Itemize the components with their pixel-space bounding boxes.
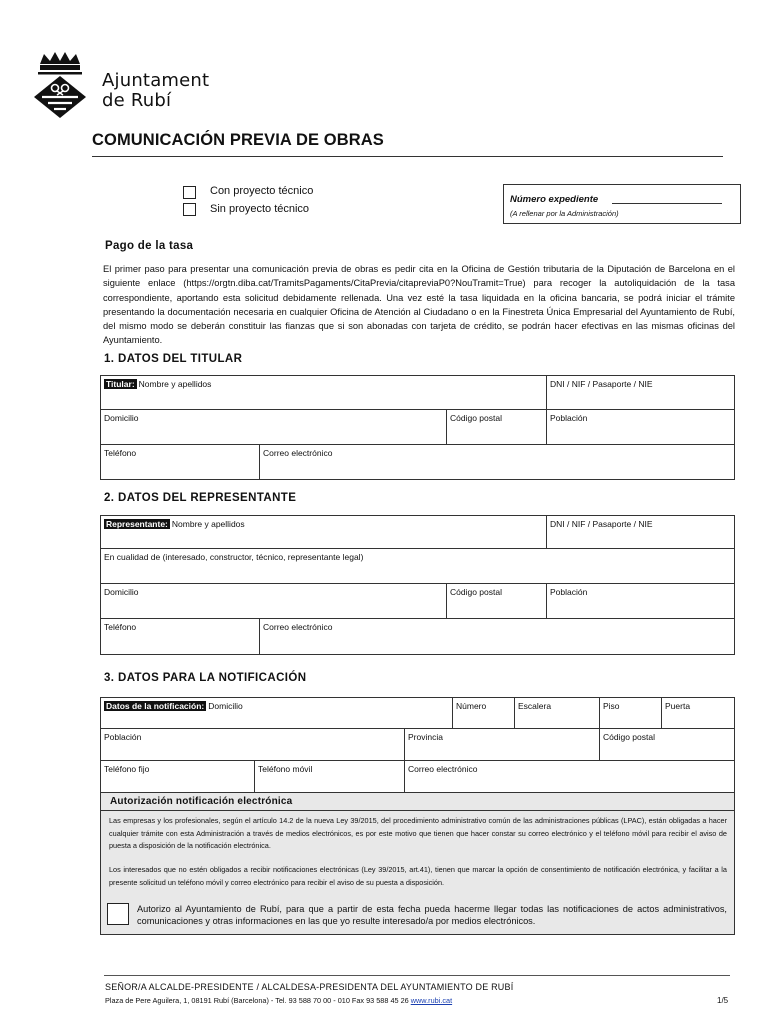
representante-cualidad-field[interactable] bbox=[100, 548, 735, 584]
representante-cp-field[interactable] bbox=[446, 583, 547, 619]
representante-dni-field[interactable] bbox=[546, 515, 735, 549]
title-divider bbox=[92, 156, 723, 157]
org-name-line2: de Rubí bbox=[102, 90, 172, 111]
section-representante-heading: 2. DATOS DEL REPRESENTANTE bbox=[104, 492, 297, 504]
notif-piso-field[interactable] bbox=[599, 697, 662, 729]
expediente-label: Número expediente bbox=[510, 194, 599, 205]
titular-poblacion-label: Población bbox=[550, 413, 588, 423]
autorizacion-divider bbox=[101, 810, 734, 811]
notif-tel-movil-field[interactable] bbox=[254, 760, 405, 793]
titular-dni-label: DNI / NIF / Pasaporte / NIE bbox=[550, 379, 653, 389]
sin-proyecto-checkbox[interactable] bbox=[183, 203, 196, 216]
representante-nombre-label: Nombre y apellidos bbox=[171, 519, 245, 529]
autorizacion-box bbox=[100, 792, 735, 935]
representante-nombre-field[interactable] bbox=[100, 515, 547, 549]
titular-dni-field[interactable] bbox=[546, 375, 735, 410]
notif-puerta-field[interactable] bbox=[661, 697, 735, 729]
section-titular-heading: 1. DATOS DEL TITULAR bbox=[104, 353, 243, 365]
titular-correo-label: Correo electrónico bbox=[263, 448, 333, 458]
notif-escalera-label: Escalera bbox=[518, 701, 552, 711]
footer-website-link[interactable]: www.rubi.cat bbox=[410, 996, 453, 1005]
representante-correo-label: Correo electrónico bbox=[263, 622, 333, 632]
representante-telefono-field[interactable] bbox=[100, 618, 260, 655]
representante-correo-field[interactable] bbox=[259, 618, 735, 655]
autorizacion-heading: Autorización notificación electrónica bbox=[110, 796, 293, 807]
representante-poblacion-field[interactable] bbox=[546, 583, 735, 619]
notif-poblacion-label: Población bbox=[104, 732, 142, 742]
footer-address-text: Plaza de Pere Aguilera, 1, 08191 Rubí (Barcelona) - Tel. 93 588 70 00 - 010 Fax 93 588 45 26 bbox=[105, 996, 411, 1005]
notif-domicilio-label: Domicilio bbox=[208, 701, 243, 711]
titular-poblacion-field[interactable] bbox=[546, 409, 735, 445]
notif-tel-fijo-label: Teléfono fijo bbox=[104, 764, 150, 774]
page-number: 1/5 bbox=[717, 996, 729, 1005]
titular-cp-label: Código postal bbox=[450, 413, 502, 423]
document-title: COMUNICACIÓN PREVIA DE OBRAS bbox=[92, 131, 384, 149]
tasa-heading: Pago de la tasa bbox=[105, 240, 194, 252]
representante-tag: Representante: bbox=[106, 519, 168, 529]
expediente-box bbox=[503, 184, 741, 224]
notif-numero-field[interactable] bbox=[452, 697, 515, 729]
representante-dni-label: DNI / NIF / Pasaporte / NIE bbox=[550, 519, 653, 529]
notif-puerta-label: Puerta bbox=[665, 701, 691, 711]
representante-telefono-label: Teléfono bbox=[104, 622, 137, 632]
notif-correo-field[interactable] bbox=[404, 760, 735, 793]
representante-domicilio-field[interactable] bbox=[100, 583, 447, 619]
notif-domicilio-field[interactable] bbox=[100, 697, 453, 729]
representante-poblacion-label: Población bbox=[550, 587, 588, 597]
titular-domicilio-label: Domicilio bbox=[104, 413, 139, 423]
notif-correo-label: Correo electrónico bbox=[408, 764, 478, 774]
representante-cp-label: Código postal bbox=[450, 587, 502, 597]
titular-cp-field[interactable] bbox=[446, 409, 547, 445]
notif-provincia-field[interactable] bbox=[404, 728, 600, 761]
notif-tel-movil-label: Teléfono móvil bbox=[258, 764, 313, 774]
con-proyecto-label: Con proyecto técnico bbox=[210, 185, 314, 197]
notif-piso-label: Piso bbox=[603, 701, 620, 711]
footer-divider bbox=[104, 975, 730, 976]
expediente-note: (A rellenar por la Administración) bbox=[510, 209, 619, 218]
section-notificacion-heading: 3. DATOS PARA LA NOTIFICACIÓN bbox=[104, 672, 307, 684]
notif-provincia-label: Provincia bbox=[408, 732, 443, 742]
org-name-line1: Ajuntament bbox=[102, 70, 210, 91]
autorizacion-consent-text: Autorizo al Ayuntamiento de Rubí, para que a partir de esta fecha pueda hacerme llegar todas las notificaciones de actos administrativos, comunicaciones y otras informaciones en las que yo resulte interesado/a por medios electrónicos. bbox=[137, 904, 727, 926]
notificacion-tag: Datos de la notificación: bbox=[106, 701, 205, 711]
titular-tag: Titular: bbox=[106, 379, 135, 389]
notif-cp-label: Código postal bbox=[603, 732, 655, 742]
titular-correo-field[interactable] bbox=[259, 444, 735, 480]
notif-tel-fijo-field[interactable] bbox=[100, 760, 255, 793]
autorizacion-consent-checkbox[interactable] bbox=[107, 903, 129, 925]
footer-addressee: SEÑOR/A ALCALDE-PRESIDENTE / ALCALDESA-PRESIDENTA DEL AYUNTAMIENTO DE RUBÍ bbox=[105, 982, 514, 992]
autorizacion-paragraph-1: Las empresas y los profesionales, según el artículo 14.2 de la nueva Ley 39/2015, del procedimiento administrativo común de las administraciones públicas (LPAC), están obligadas a hacer cualquier trámite con esta Administración a través de medios electrónicos, es por este motivo que tienen que hacer constar su correo electrónico y el teléfono móvil para recibir el aviso de puesta a disposición de la notificación electrónica. bbox=[109, 816, 727, 851]
notif-poblacion-field[interactable] bbox=[100, 728, 405, 761]
expediente-field[interactable] bbox=[612, 203, 722, 204]
titular-domicilio-field[interactable] bbox=[100, 409, 447, 445]
notif-cp-field[interactable] bbox=[599, 728, 735, 761]
notif-escalera-field[interactable] bbox=[514, 697, 600, 729]
sin-proyecto-label: Sin proyecto técnico bbox=[210, 203, 310, 215]
titular-nombre-field[interactable] bbox=[100, 375, 547, 410]
autorizacion-paragraph-2: Los interesados que no estén obligados a recibir notificaciones electrónicas (Ley 39/2015, art.41), tienen que marcar la opción de consentimiento de notificación electrónica, y facilitar a la presente solicitud un teléfono móvil y correo electrónico para recibir el aviso de su puesta a disposición. bbox=[109, 865, 727, 887]
notif-numero-label: Número bbox=[456, 701, 487, 711]
con-proyecto-checkbox[interactable] bbox=[183, 186, 196, 199]
representante-cualidad-label: En cualidad de (interesado, constructor, técnico, representante legal) bbox=[104, 552, 364, 562]
ajuntament-rubi-logo bbox=[30, 50, 90, 120]
tasa-paragraph: El primer paso para presentar una comunicación previa de obras es pedir cita en la Oficina de Gestión tributaria de la Diputación de Barcelona en el siguiente enlace (https://orgtn.diba.cat/TramitsPagaments/CitaPrevia/citapreviaP0?NouTramit=True) para recoger la autoliquidación de la tasa correspondiente, aportando esta solicitud debidamente rellenada. Una vez esté la tasa liquidada en la oficina bancaria, se podrá iniciar el trámite presentando la documentación necesaria en cualquier Oficina de Atención al Ciudadano o en la Finestreta Única Empresarial del Ayuntamiento de Rubí, del mismo modo se deberán constituir las fianzas que si son abonadas con tarjeta de crédito, se podrán hacer efectivas en las mismas oficinas del Ayuntamiento. bbox=[103, 264, 735, 346]
footer-address bbox=[105, 996, 452, 1005]
representante-domicilio-label: Domicilio bbox=[104, 587, 139, 597]
titular-nombre-label: Nombre y apellidos bbox=[138, 379, 212, 389]
titular-telefono-label: Teléfono bbox=[104, 448, 137, 458]
titular-telefono-field[interactable] bbox=[100, 444, 260, 480]
